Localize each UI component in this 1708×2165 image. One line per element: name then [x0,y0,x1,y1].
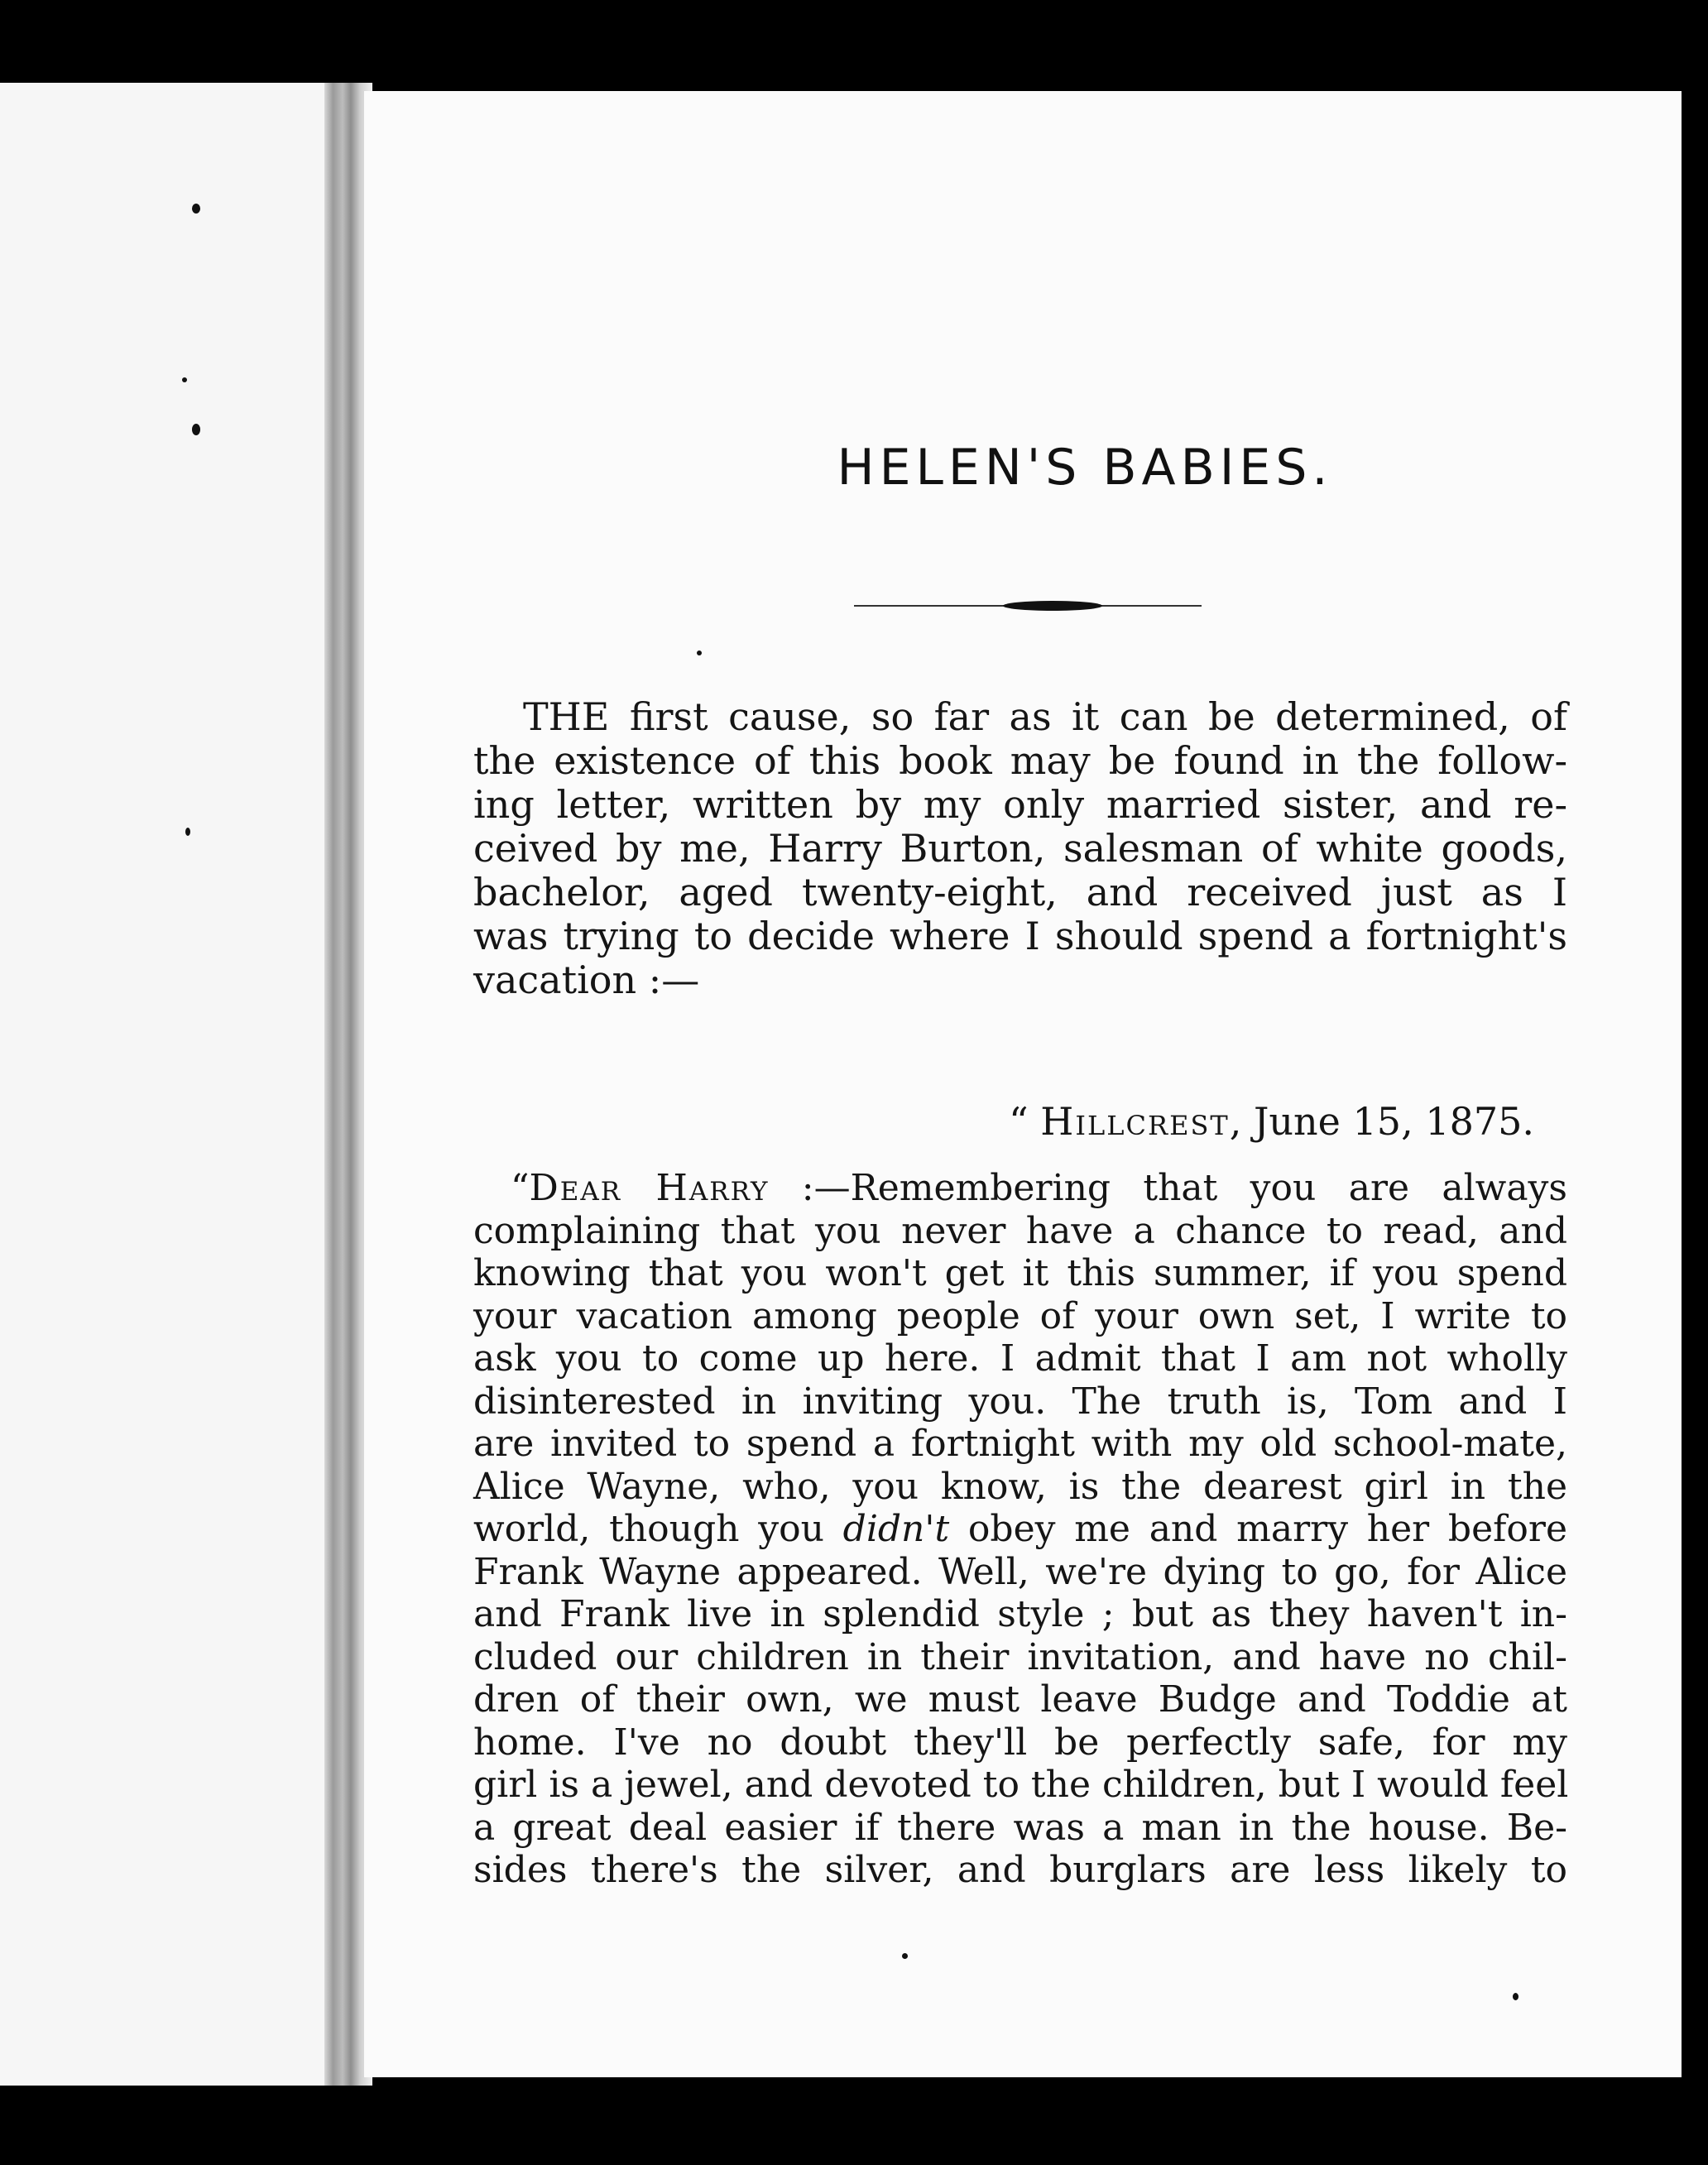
letter-dateline [1009,1099,1534,1144]
ink-speck [192,204,200,214]
dateline-place: Hillcrest [1040,1099,1230,1144]
ink-speck [185,828,190,836]
text-line: ceived by me, Harry Burton, salesman of white goods, [473,826,1567,871]
text-line: THE first cause, so far as it can be determined, of [523,694,1567,739]
text-line: girl is a jewel, and devoted to the children, but I would feel [473,1764,1569,1806]
text-line: knowing that you won't get it this summer, if you spend [473,1252,1567,1294]
ink-speck [902,1953,908,1959]
left-facing-page [0,83,341,2086]
ink-speck [1513,1993,1518,2000]
text-line: Alice Wayne, who, you know, is the dearest girl in the [473,1465,1567,1508]
dateline-quote: “ [1009,1099,1041,1144]
book-page [364,91,1682,2077]
text-line: dren of their own, we must leave Budge and Toddie at [473,1678,1567,1721]
text-line: ask you to come up here. I admit that I am not wholly [473,1337,1567,1380]
emphasis: didn't [842,1508,950,1550]
salutation: Dear Harry [529,1167,770,1209]
text-line: vacation :— [473,958,700,1002]
mixed-line [473,1508,1567,1551]
text-line: a great deal easier if there was a man in the house. Be- [473,1806,1567,1849]
text-line: complaining that you never have a chance to read, and [473,1209,1567,1252]
text-line: :—Remembering that you are always [801,1167,1567,1209]
text-segment: world, though you [473,1508,824,1550]
salutation-line [473,1167,1567,1210]
text-line: was trying to decide where I should spend a fortnight's [473,914,1567,958]
ink-speck [182,377,187,382]
text-line: disinterested in inviting you. The truth is, Tom and I [473,1380,1567,1423]
dateline-date: , June 15, 1875. [1229,1099,1534,1144]
text-line: home. I've no doubt they'll be perfectly safe, for my [473,1721,1567,1764]
title-ornament [854,598,1202,614]
page-title: HELEN'S BABIES. [837,439,1333,497]
text-line: are invited to spend a fortnight with my old school-mate, [473,1423,1567,1465]
ink-speck [192,424,200,435]
text-line: Frank Wayne appeared. Well, we're dying to go, for Alice [473,1550,1567,1593]
text-line: the existence of this book may be found in the follow- [473,738,1567,783]
text-line: cluded our children in their invitation, and have no chil- [473,1635,1567,1678]
text-segment: obey me and marry her before [967,1508,1567,1550]
salutation-quote: “ [511,1167,530,1209]
letter-body [473,1167,1567,1892]
text-line: bachelor, aged twenty-eight, and received just as I [473,870,1567,914]
ink-speck [697,650,702,655]
text-line: ing letter, written by my only married sister, and re- [473,782,1567,827]
text-line: your vacation among people of your own set, I write to [473,1294,1567,1337]
text-line: and Frank live in splendid style ; but as they haven't in- [473,1593,1567,1635]
text-line: sides there's the silver, and burglars are less likely to [473,1849,1567,1891]
ornament-center [1003,601,1102,611]
intro-paragraph [473,695,1567,1002]
